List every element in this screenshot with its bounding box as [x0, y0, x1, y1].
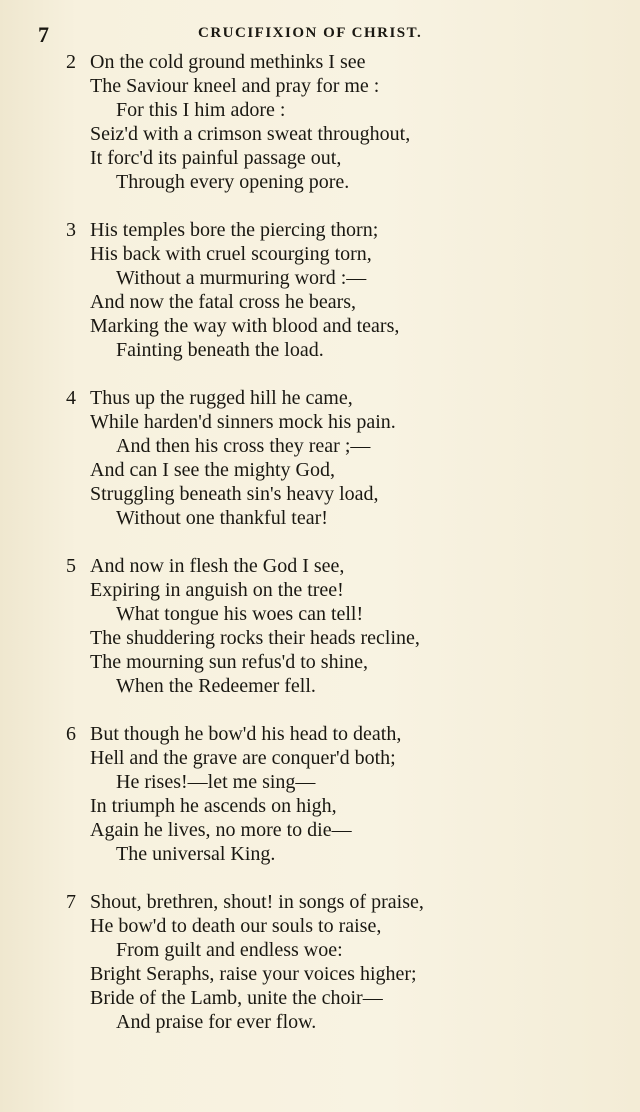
- verse-line: Again he lives, no more to die—: [90, 819, 352, 841]
- stanza-number: 5: [66, 555, 76, 577]
- verse-line: It forc'd its painful passage out,: [90, 147, 342, 169]
- verse-line: Fainting beneath the load.: [116, 339, 324, 361]
- verse-line: Bright Seraphs, raise your voices higher;: [90, 963, 417, 985]
- verse-line: His back with cruel scourging torn,: [90, 243, 372, 265]
- stanza-number: 4: [66, 387, 76, 409]
- hymn-body: [60, 50, 620, 1058]
- verse-line: And praise for ever flow.: [116, 1011, 317, 1033]
- verse-line: The universal King.: [116, 843, 276, 865]
- verse-line: In triumph he ascends on high,: [90, 795, 337, 817]
- verse-line: He rises!—let me sing—: [116, 771, 316, 793]
- verse-line: The shuddering rocks their heads recline,: [90, 627, 420, 649]
- verse-line: And now in flesh the God I see,: [90, 555, 345, 577]
- stanza-number: 7: [66, 891, 76, 913]
- page-number: 7: [38, 22, 49, 47]
- verse-line: When the Redeemer fell.: [116, 675, 316, 697]
- verse-line: His temples bore the piercing thorn;: [90, 219, 379, 241]
- stanza-7: [60, 890, 620, 1034]
- verse-line: But though he bow'd his head to death,: [90, 723, 402, 745]
- stanza-number: 3: [66, 219, 76, 241]
- verse-line: For this I him adore :: [116, 99, 286, 121]
- stanza-3: [60, 218, 620, 362]
- verse-line: What tongue his woes can tell!: [116, 603, 364, 625]
- verse-line: Seiz'd with a crimson sweat throughout,: [90, 123, 411, 145]
- page-header: [0, 18, 640, 47]
- verse-line: Without a murmuring word :—: [116, 267, 367, 289]
- verse-line: Hell and the grave are conquer'd both;: [90, 747, 396, 769]
- verse-line: And then his cross they rear ;—: [116, 435, 371, 457]
- verse-line: He bow'd to death our souls to raise,: [90, 915, 382, 937]
- verse-line: Marking the way with blood and tears,: [90, 315, 400, 337]
- verse-line: Shout, brethren, shout! in songs of praise,: [90, 891, 424, 913]
- stanza-6: [60, 722, 620, 866]
- stanza-2: [60, 50, 620, 194]
- verse-line: Expiring in anguish on the tree!: [90, 579, 344, 601]
- verse-line: The Saviour kneel and pray for me :: [90, 75, 380, 97]
- verse-line: The mourning sun refus'd to shine,: [90, 651, 369, 673]
- stanza-5: [60, 554, 620, 698]
- verse-line: Struggling beneath sin's heavy load,: [90, 483, 379, 505]
- verse-line: Without one thankful tear!: [116, 507, 328, 529]
- verse-line: And now the fatal cross he bears,: [90, 291, 357, 313]
- verse-line: Through every opening pore.: [116, 171, 350, 193]
- stanza-number: 2: [66, 51, 76, 73]
- verse-line: And can I see the mighty God,: [90, 459, 335, 481]
- verse-line: Bride of the Lamb, unite the choir—: [90, 987, 383, 1009]
- verse-line: From guilt and endless woe:: [116, 939, 343, 961]
- stanza-number: 6: [66, 723, 76, 745]
- verse-line: While harden'd sinners mock his pain.: [90, 411, 396, 433]
- stanza-4: [60, 386, 620, 530]
- verse-line: On the cold ground methinks I see: [90, 51, 366, 73]
- verse-line: Thus up the rugged hill he came,: [90, 387, 353, 409]
- running-title: CRUCIFIXION OF CHRIST.: [198, 25, 423, 41]
